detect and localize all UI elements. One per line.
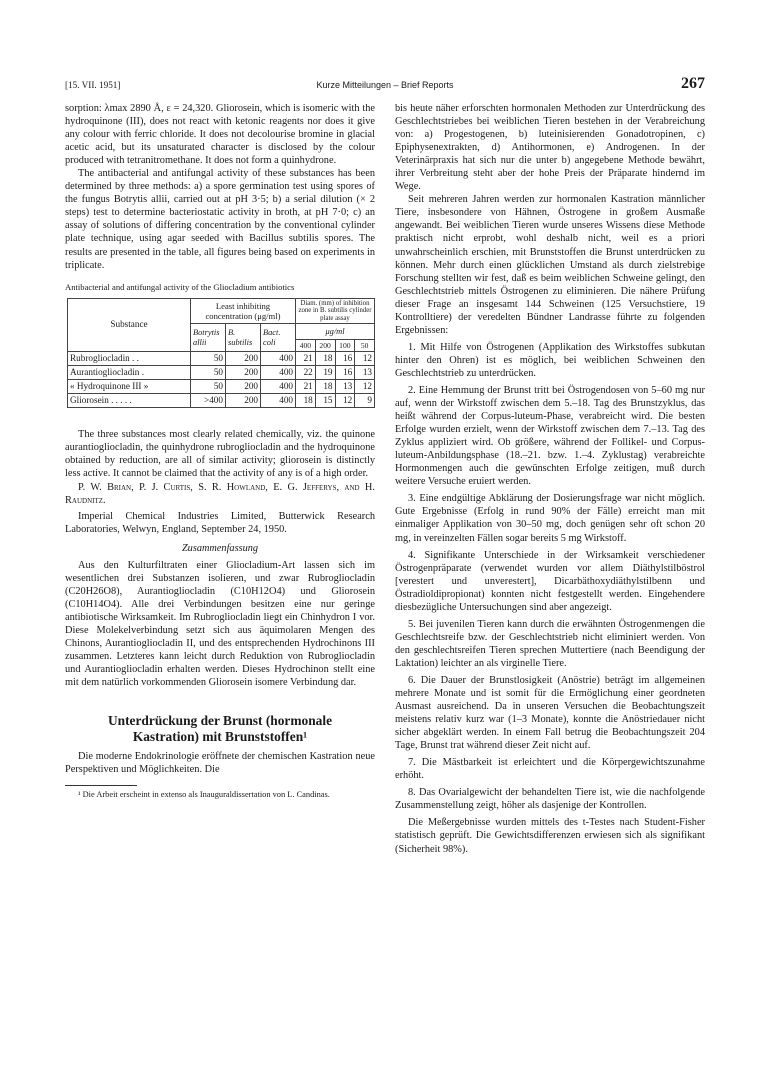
- table-header: 400: [296, 340, 316, 351]
- table-cell: 19: [315, 366, 335, 380]
- table-cell: 400: [261, 366, 296, 380]
- table-cell: Aurantiogliocladin .: [68, 366, 191, 380]
- table-cell: 12: [355, 352, 375, 366]
- table-cell: 50: [191, 380, 226, 394]
- paragraph: The antibacterial and antifungal activity of these substances has been determined by three methods: a) a spore germination test using spores of the fungus Botrytis allii, carried out at pH 3·5; b) a serial dilution (× 2 steps) test to determine bacteriostatic activity in broth, at pH 7·0; c) an assay of solutions of differing concentration by the conventional cylinder plate technique, using agar seeded with Bacillus subtilis spores. The results are presented in the table, all figures being based on experiments in triplicate.: [65, 168, 375, 271]
- table-cell: 16: [335, 352, 355, 366]
- table-cell: 18: [315, 352, 335, 366]
- table-cell: >400: [191, 394, 226, 408]
- table-cell: Gliorosein . . . . .: [68, 394, 191, 408]
- table-header: μg/ml: [325, 327, 345, 337]
- table-cell: 50: [191, 352, 226, 366]
- table-row: [68, 352, 375, 366]
- table-cell: 200: [226, 366, 261, 380]
- summary-text: Aus den Kulturfiltraten einer Gliocladium-Art lassen sich im wesentlichen drei Substanzen isolieren, und zwar Rubrogliocladin (C20H26O8), Aurantiogliocladin (C10H12O4) und Gliorosein (C10H14O4). Alle drei Verbindungen besitzen eine nur geringe antibiotische Wirksamkeit. Im Rubrogliocladin liegt ein Chinhydron I vor. Diese Molekelverbindung setzt sich aus äquimolaren Mengen des Chinons, Aurantiogliocladin II, und des entsprechenden Hydrochinons III zusammen. Letzteres kann leicht durch Reduktion von Rubrogliocladin und Aurantiogliocladin erhalten werden. Dieses Hydrochinon stellt eine mit dem natürlich vorkommenden Gliorosein isomere Verbindung dar.: [65, 559, 375, 688]
- footnote: ¹ Die Arbeit erscheint in extenso als Inauguraldissertation von L. Candinas.: [78, 790, 330, 800]
- table-cell: 200: [226, 394, 261, 408]
- activity-table: [67, 298, 375, 409]
- paragraph: Seit mehreren Jahren werden zur hormonalen Kastration männlicher Tiere, insbesondere von Hähnen, Östrogene in großem Ausmaße angewandt. Bei weiblichen Tieren wurde unseres Wissens diese Methode praktisch nicht erprobt, wohl deshalb nicht, weil es a priori unwahrscheinlich erschien, mit Brunststoffen die Brunst unterdrücken zu können. Mehr durch einen glücklichen Umstand als durch zielstrebige Forschung stellten wir fest, daß es beim weiblichen Schweine gelingt, den Geschlechtstrieb mittels Östrogenen zu eliminieren. Die nähere Prüfung dieser Frage an insgesamt 144 Schweinen (125 Versuchstiere, 19 Kontrolltiere) der veredelten Bündner Landrasse führte zu folgenden Ergebnissen:: [395, 194, 705, 336]
- numbered-finding: 1. Mit Hilfe von Östrogenen (Applikation des Wirkstoffes subkutan hinter den Ohren) ist es möglich, bei weiblichen Schweinen den Geschlechtstrieb zu unterdrücken.: [395, 341, 705, 379]
- numbered-finding: 3. Eine endgültige Abklärung der Dosierungsfrage war nicht möglich. Gute Ergebnisse (Erfolg in rund 90% der Fälle) erreicht man mit einmaliger Applikation von 30–50 mg, doch genügen sehr oft schon 20 mg, in vereinzelten Fällen sogar bereits 5 mg Wirkstoff.: [395, 493, 705, 544]
- journal-section: Kurze Mitteilungen – Brief Reports: [316, 80, 454, 90]
- table-header: B. subtilis: [226, 324, 261, 352]
- table-header: Least inhibiting concentration (μg/ml): [191, 298, 296, 324]
- table-cell: 16: [335, 366, 355, 380]
- right-column: [395, 102, 705, 856]
- table-cell: Rubrogliocladin . .: [68, 352, 191, 366]
- table-row: [68, 366, 375, 380]
- table-header: 200: [316, 340, 336, 351]
- table-header: Botrytis allii: [191, 324, 226, 352]
- table-cell: 12: [335, 394, 355, 408]
- table-header: Bact. coli: [261, 324, 296, 352]
- numbered-finding: 4. Signifikante Unterschiede in der Wirksamkeit verschiedener Östrogenpräparate (verwendet wurden vor allem Diäthylstilböstrol [verestert und unverestert], Dicarbäthoxydiäthylstilbenn und Östradioldipropionat) konnten nicht festgestellt werden. Eingehendere diesbezügliche Untersuchungen sind aber angezeigt.: [395, 549, 705, 613]
- table-header: 50: [360, 341, 369, 351]
- numbered-finding: 5. Bei juvenilen Tieren kann durch die erwähnten Östrogenmengen die Geschlechtsreife bzw. der Geschlechtstrieb nicht eliminiert werden. Von den geschlechtsreifen Tieren sprechen Muttertiere (nach Beendigung der Laktation) leichter an als virginelle Tiere.: [395, 618, 705, 669]
- table-row: [68, 394, 375, 408]
- footnote-rule: [65, 785, 137, 786]
- page-number: 267: [681, 75, 705, 92]
- author-list: P. W. Brian, P. J. Curtis, S. R. Howland, E. G. Jefferys, and H. Raudnitz.: [65, 482, 375, 507]
- numbered-finding: 8. Das Ovarialgewicht der behandelten Tiere ist, wie die nachfolgende Zusammenstellung zeigt, höher als dasjenige der Kontrollen.: [395, 787, 705, 812]
- paragraph: sorption: λmax 2890 Å, ε = 24,320. Gliorosein, which is isomeric with the hydroquinone (III), does not react with ketonic reagents nor does it give any colour with ferric chloride. It does not decolourise bromine in glacial acetic acid, but its unsaturated character is disclosed by the colour produced with tetranitromethane. It does not form a quinhydrone.: [65, 103, 375, 167]
- numbered-finding: 6. Die Dauer der Brunstlosigkeit (Anöstrie) beträgt im allgemeinen mehrere Monate und ist somit für die Ermöglichung einer geordneten Ausmast ausreichend. Da in unseren Versuchen die Beobachtungszeit meistens relativ kurz war (1–3 Monate), konnte die Anöstriedauer nicht sicher abgeklärt werden. In einem Fall betrug die Beobachtungszeit 204 Tage, Brunst trat während dieser Zeit nicht auf.: [395, 674, 705, 752]
- article-title-line: Unterdrückung der Brunst (hormonale: [107, 713, 333, 728]
- running-header: [65, 75, 705, 94]
- table-cell: 200: [226, 352, 261, 366]
- table-header: 100: [336, 340, 356, 351]
- table-cell: 15: [315, 394, 335, 408]
- table-cell: 200: [226, 380, 261, 394]
- table-cell: 12: [355, 380, 375, 394]
- table-cell: 22: [296, 366, 316, 380]
- table-header: Diam. (mm) of inhibition zone in B. subtilis cylinder plate assay: [296, 298, 375, 324]
- paragraph: bis heute näher erforschten hormonalen Methoden zur Unterdrückung des Geschlechtstriebes bei weiblichen Tieren bestehen in der Verabreichung von: a) Progestogenen, b) luteinisierenden Gonadotropinen, c) Epiphysenextrakten, d) Antihormonen, e) Androgenen. In der Veterinärpraxis hat sich nur die unter b) angegebene Methode bewährt, ihrer Verbreitung steht aber der hohe Preis der Präparate hindernd im Wege.: [395, 103, 705, 193]
- article-title-line: Kastration) mit Brunststoffen¹: [132, 728, 308, 744]
- table-cell: 9: [355, 394, 375, 408]
- paragraph: The three substances most clearly related chemically, viz. the quinone aurantiogliocladin, the quinhydrone rubrogliocladin and the hydroquinone obtained by reduction, are all of similar activity; gliorosein is distinctly less active. It cannot be claimed that the activity of any is of a high order.: [65, 429, 375, 480]
- table-cell: 400: [261, 394, 296, 408]
- article-title: [65, 713, 375, 744]
- table-caption: Antibacterial and antifungal activity of the Gliocladium antibiotics: [65, 281, 295, 292]
- summary-heading: Zusammenfassung: [181, 543, 259, 555]
- table-row: [68, 380, 375, 394]
- issue-date: [15. VII. 1951]: [65, 80, 121, 90]
- table-cell: « Hydroquinone III »: [68, 380, 191, 394]
- left-column: [65, 102, 375, 801]
- table-cell: 21: [296, 352, 316, 366]
- numbered-finding: 2. Eine Hemmung der Brunst tritt bei Östrogendosen von 5–60 mg nur auf, wenn der Wirkstoff zwischen dem 5.–18. Tag des Brunstzyklus, das heißt während der Corpus-luteum-Phase, verabreicht wird. Die besten Erfolge wurden erzielt, wenn der Wirkstoff zwischen dem 7.–13. Tag des Zyklus appliziert wird. Ob größere, während der Follikel- und Corpus-luteum-Anbildungsphase (18.–21. bzw. 1.–4. Zyklustag) verabreichte Hormonmengen auch die gewünschten Erfolge zeitigen, muß durch weitere Versuche eruiert werden.: [395, 384, 705, 488]
- table-cell: 18: [296, 394, 316, 408]
- affiliation: Imperial Chemical Industries Limited, Butterwick Research Laboratories, Welwyn, England, September 24, 1950.: [65, 511, 375, 536]
- table-cell: 400: [261, 380, 296, 394]
- numbered-finding: 7. Die Mästbarkeit ist erleichtert und die Körpergewichtszunahme erhöht.: [395, 757, 705, 782]
- table-cell: 13: [335, 380, 355, 394]
- table-cell: 400: [261, 352, 296, 366]
- table-header: Substance: [68, 298, 191, 352]
- table-cell: 50: [191, 366, 226, 380]
- table-cell: 18: [315, 380, 335, 394]
- table-cell: 21: [296, 380, 316, 394]
- paragraph: Die moderne Endokrinologie eröffnete der chemischen Kastration neue Perspektiven und Möglichkeiten. Die: [65, 751, 375, 776]
- table-cell: 13: [355, 366, 375, 380]
- paragraph: Die Meßergebnisse wurden mittels des t-Testes nach Student-Fisher statistisch geprüft. Die Gewichtsdifferenzen erwiesen sich als signifikant (Sicherheit 98%).: [395, 817, 705, 855]
